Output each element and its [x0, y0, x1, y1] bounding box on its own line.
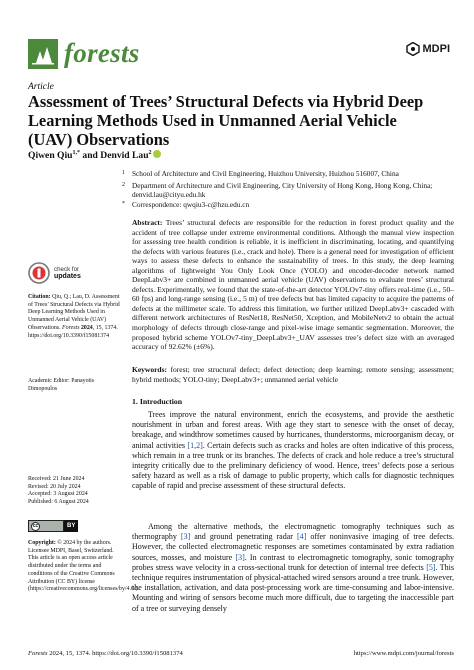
paragraph-text: . This technique requires instrumentation of physical-attached wired sensors around a tree trunk. However, the installation, activation, and data post-processing work are time-consuming and labor-intensive. Mounting and wiring of sensors become much more difficult, due to targeting the inaccessible part of a tree or surveying densely: [132, 562, 455, 613]
correspondence-text: Correspondence: qwqiu3-c@hzu.edu.cn: [132, 200, 250, 209]
section-number: 1.: [132, 397, 138, 406]
section-heading: [132, 397, 182, 406]
citation-text: Qiu, Q.; Lau, D. Assessment of Trees’ Structural Defects via Hybrid Deep Learning Methods Used in Unmanned Aerial Vehicle (UAV) Observations.: [28, 294, 120, 331]
paragraph-text: and ground penetrating radar: [190, 532, 297, 542]
paragraph-text: Trees improve the natural environment, enrich the ecosystems, and provide the aesthetic nourishment in urban and forest areas. With age they start to senesce with the onset of decay, breakage, and windthrow sometimes caused by hurricanes, thunderstorms, microorganism decay, or animal activities: [132, 410, 454, 450]
updates-line: updates: [54, 273, 81, 280]
journal-logo[interactable]: [28, 38, 140, 69]
abstract-label: Abstract:: [132, 218, 163, 227]
journal-header: [28, 38, 450, 72]
updates-line: check for: [54, 266, 80, 273]
paragraph-text: Among the alternative methods, the electromagnetic tomography techniques such as thermography: [132, 522, 454, 542]
accepted-date: Accepted: 3 August 2024: [28, 491, 88, 498]
citation-label: Citation:: [28, 294, 51, 300]
copyright-label: Copyright:: [28, 540, 56, 546]
abstract: [132, 218, 454, 352]
publisher-logo[interactable]: [406, 42, 451, 56]
affiliation-number: *: [122, 201, 125, 207]
received-date: Received: 21 June 2024: [28, 476, 85, 482]
abstract-text: Trees’ structural defects are responsible for the reduction in forest product quality and the accident of tree collapse under extreme environmental conditions. Although the manual view inspection for assessing tree health condition is reliable, it is inefficient in discriminating, locating, and quantifying the defects with various features (i.e., crack and hole). There is a general need for investigation of efficient ways to assess these defects to enhance the sustainability of trees. In this study, the deep learning algorithms of lightweight You Only Look Once (YOLO) and encoder-decoder network named DeepLabv3+ are combined in unmanned aerial vehicle (UAV) observations to evaluate trees’ structural defects. Experimentally, we found that the state-of-the-art detector YOLOv7-tiny offers real-time (i.e., 50–60 fps) and long-range sensing (i.e., 5 m) of tree defects but has limited capacity to acquire the patterns of defects at the millimeter scale. To address this limitation, we further utilized DeepLabv3+ cascaded with different network architectures of ResNet18, ResNet50, Xception, and MobileNetv2 to obtain the actual morphology of defects through close-range and pixel-wise image semantic segmentation. Moreover, the proposed hybrid scheme YOLOv7-tiny_DeepLabv3+_UAV assesses tree’s defect size with an averaged accuracy of 92.62% (±6%).: [132, 218, 454, 352]
orcid-icon[interactable]: [153, 150, 161, 158]
affiliation: [122, 200, 452, 209]
affiliation: [122, 181, 452, 200]
journal-name: forests: [64, 38, 140, 68]
editor-name: Panayotis Dimopoulos: [28, 378, 95, 392]
keywords-label: Keywords:: [132, 365, 167, 374]
keywords: [132, 365, 454, 384]
footer-journal: Forests: [28, 650, 48, 657]
article-type: Article: [28, 82, 54, 92]
footer-url[interactable]: https://www.mdpi.com/journal/forests: [353, 650, 454, 657]
paragraph-text: . In contrast to electromagnetic tomography, sonic tomography probes stress wave velocity in a cross-sectional trunk for detection of internal tree defects: [132, 552, 455, 572]
check-for-updates[interactable]: [28, 262, 81, 284]
cc-license-badge[interactable]: [28, 520, 78, 532]
citation-year: 2024: [80, 324, 93, 331]
publication-dates: [28, 476, 124, 507]
affiliation-number: 1: [122, 170, 125, 176]
editor-label: Academic Editor:: [28, 378, 70, 384]
mdpi-hexagon-icon: [406, 42, 420, 56]
body-paragraph: [132, 410, 454, 492]
affiliation-text: Department of Architecture and Civil Engineering, City University of Hong Kong, Hong Kong, China; denvid.lau@cityu.edu.hk: [132, 181, 433, 200]
copyright-notice: [28, 540, 139, 594]
author-name[interactable]: Qiwen Qiu: [28, 150, 73, 162]
citation-link[interactable]: [3]: [235, 552, 245, 562]
paper-title: Assessment of Trees’ Structural Defects via Hybrid Deep Learning Methods Used in Unmanned Aerial Vehicle (UAV) Observations: [28, 92, 424, 149]
author-conjunction: and: [82, 150, 98, 162]
footer-citation: [28, 650, 183, 657]
author-list: [28, 150, 161, 161]
check-updates-icon: [28, 262, 50, 284]
published-date: Published: 6 August 2024: [28, 499, 89, 506]
citation-link[interactable]: [3]: [180, 532, 191, 542]
body-paragraph: [132, 522, 454, 614]
citation-link[interactable]: [5]: [426, 562, 436, 572]
updates-label: [54, 266, 81, 280]
revised-date: Revised: 20 July 2024: [28, 483, 81, 490]
keywords-text: forest; tree structural defect; defect detection; deep learning; remote sensing; assessment; hybrid methods; YOLO-tiny; DeepLabv3+; unmanned aerial vehicle: [132, 365, 455, 384]
author-affil-sup: 2: [148, 150, 152, 156]
cc-by-label: BY: [64, 520, 78, 532]
author-name[interactable]: Denvid Lau: [100, 150, 149, 162]
paragraph-text: offer noninvasive imaging of tree defects. However, the collected electromagnetic responses are sometimes contaminated by extra radiation sources, mosses, and moisture: [132, 532, 454, 562]
citation-journal: Forests: [62, 324, 80, 331]
paragraph-text: . Certain defects such as cracks and holes are often indicative of this process, which remain in a tree trunk or its branches. The defects of crack and hole reduce a tree’s structural integrity critically due to the preliminary deficiency of wood. Hence, trees’ defects pose a serious safety hazard as well as a risk of damage to public property, which calls for diagnostic techniques capable of rapid and precise assessment of these structural defects.: [132, 440, 454, 491]
academic-editor: [28, 378, 124, 393]
citation-block: [28, 294, 124, 340]
footer-doi[interactable]: 2024, 15, 1374. https://doi.org/10.3390/f15081374: [49, 650, 183, 657]
section-title: Introduction: [139, 397, 183, 406]
publisher-name: MDPI: [422, 43, 450, 55]
affiliation-number: 2: [122, 182, 125, 188]
author-affil-sup: 1,*: [72, 150, 81, 156]
citation-link[interactable]: [4]: [296, 532, 307, 542]
page-footer: [28, 650, 454, 657]
citation-link[interactable]: [1,2]: [187, 440, 203, 450]
copyright-text: © 2024 by the authors. Licensee MDPI, Basel, Switzerland. This article is an open access article distributed under the terms and conditions of the Creative Commons Attribution (CC BY) license (https://creativecommons.org/licenses/by/4.0/).: [28, 540, 139, 593]
affiliation: [122, 169, 452, 178]
cc-icon: cc: [32, 523, 39, 529]
cc-icon-box: [28, 520, 64, 532]
affiliation-text: School of Architecture and Civil Engineering, Huizhou University, Huizhou 516007, China: [132, 169, 399, 178]
tree-logo-icon: [28, 39, 58, 69]
citation-doi[interactable]: , 15, 1374. https://doi.org/10.3390/f15081374: [28, 324, 118, 339]
